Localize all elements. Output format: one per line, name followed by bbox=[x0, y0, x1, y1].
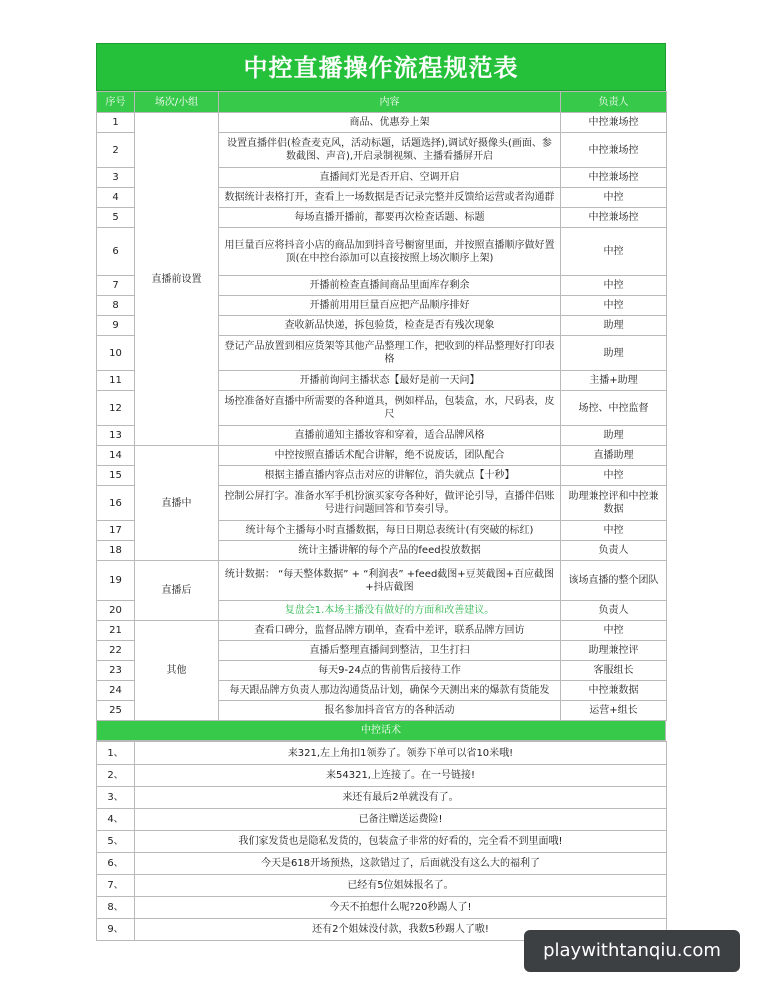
row-content: 每场直播开播前，都要再次检查话题、标题 bbox=[219, 208, 561, 228]
row-owner: 中控 bbox=[561, 188, 667, 208]
row-owner: 助理兼控评和中控兼数据 bbox=[561, 486, 667, 521]
row-number: 21 bbox=[97, 621, 135, 641]
row-number: 4 bbox=[97, 188, 135, 208]
row-owner: 中控兼场控 bbox=[561, 133, 667, 168]
table-row bbox=[97, 621, 667, 641]
row-number: 17 bbox=[97, 521, 135, 541]
table-row bbox=[97, 561, 667, 601]
row-number: 12 bbox=[97, 391, 135, 426]
row-content: 根据主播直播内容点击对应的讲解位，消失就点【十秒】 bbox=[219, 466, 561, 486]
header-no: 序号 bbox=[97, 92, 135, 113]
script-row bbox=[97, 787, 667, 809]
script-text: 已备注赠送运费险! bbox=[135, 809, 667, 831]
row-content: 查收新品快递，拆包验货，检查是否有残次现象 bbox=[219, 316, 561, 336]
script-row bbox=[97, 831, 667, 853]
row-content: 商品、优惠券上架 bbox=[219, 113, 561, 133]
row-content: 开播前用用巨量百应把产品顺序排好 bbox=[219, 296, 561, 316]
row-content: 中控按照直播话术配合讲解，绝不说废话，团队配合 bbox=[219, 446, 561, 466]
sheet-title: 中控直播操作流程规范表 bbox=[96, 43, 666, 91]
row-owner: 中控兼场控 bbox=[561, 208, 667, 228]
scripts-section-title: 中控话术 bbox=[96, 721, 666, 741]
row-owner: 直播助理 bbox=[561, 446, 667, 466]
row-owner: 助理兼控评 bbox=[561, 641, 667, 661]
script-row bbox=[97, 853, 667, 875]
row-content: 统计每个主播每小时直播数据，每日日期总表统计(有突破的标红) bbox=[219, 521, 561, 541]
row-owner: 助理 bbox=[561, 336, 667, 371]
row-content: 开播前检查直播间商品里面库存剩余 bbox=[219, 276, 561, 296]
row-number: 22 bbox=[97, 641, 135, 661]
script-number: 3、 bbox=[97, 787, 135, 809]
row-owner: 中控兼场控 bbox=[561, 113, 667, 133]
row-content: 直播间灯光是否开启、空调开启 bbox=[219, 168, 561, 188]
script-text: 今天是618开场预热，这款错过了，后面就没有这么大的福利了 bbox=[135, 853, 667, 875]
row-content: 数据统计表格打开，查看上一场数据是否记录完整并反馈给运营或者沟通群 bbox=[219, 188, 561, 208]
row-number: 10 bbox=[97, 336, 135, 371]
group-label: 直播后 bbox=[135, 561, 219, 621]
row-number: 14 bbox=[97, 446, 135, 466]
script-text: 我们家发货也是隐私发货的，包装盒子非常的好看的，完全看不到里面哦! bbox=[135, 831, 667, 853]
header-content: 内容 bbox=[219, 92, 561, 113]
row-content: 复盘会1.本场主播没有做好的方面和改善建议。 bbox=[219, 601, 561, 621]
row-content: 直播前通知主播妆容和穿着，适合品牌风格 bbox=[219, 426, 561, 446]
row-number: 25 bbox=[97, 701, 135, 721]
row-number: 15 bbox=[97, 466, 135, 486]
row-owner: 负责人 bbox=[561, 541, 667, 561]
row-content: 控制公屏打字。准备水军手机扮演买家夸各种好，做评论引导，直播伴侣账号进行问题回答和节奏引导。 bbox=[219, 486, 561, 521]
group-label: 直播前设置 bbox=[135, 113, 219, 446]
script-row bbox=[97, 875, 667, 897]
script-row bbox=[97, 897, 667, 919]
process-sheet bbox=[96, 43, 666, 941]
row-content: 登记产品放置到相应货架等其他产品整理工作，把收到的样品整理好打印表格 bbox=[219, 336, 561, 371]
row-number: 13 bbox=[97, 426, 135, 446]
group-label: 直播中 bbox=[135, 446, 219, 561]
script-text: 还有2个姐妹没付款，我数5秒踢人了嗷! bbox=[135, 919, 667, 941]
script-text: 来54321,上连接了。在一号链接! bbox=[135, 765, 667, 787]
row-number: 5 bbox=[97, 208, 135, 228]
script-number: 5、 bbox=[97, 831, 135, 853]
script-number: 8、 bbox=[97, 897, 135, 919]
row-owner: 中控 bbox=[561, 296, 667, 316]
row-owner: 中控 bbox=[561, 276, 667, 296]
table-row bbox=[97, 446, 667, 466]
script-number: 9、 bbox=[97, 919, 135, 941]
script-number: 2、 bbox=[97, 765, 135, 787]
header-group: 场次/小组 bbox=[135, 92, 219, 113]
row-owner: 中控 bbox=[561, 466, 667, 486]
row-content: 统计主播讲解的每个产品的feed投放数据 bbox=[219, 541, 561, 561]
script-number: 1、 bbox=[97, 742, 135, 765]
script-number: 4、 bbox=[97, 809, 135, 831]
row-owner: 中控兼场控 bbox=[561, 168, 667, 188]
row-content: 每天跟品牌方负责人那边沟通货品计划，确保今天测出来的爆款有货能发 bbox=[219, 681, 561, 701]
row-owner: 负责人 bbox=[561, 601, 667, 621]
process-table bbox=[96, 91, 667, 721]
script-text: 来还有最后2单就没有了。 bbox=[135, 787, 667, 809]
row-content: 查看口碑分，监督品牌方刷单，查看中差评，联系品牌方回访 bbox=[219, 621, 561, 641]
script-row bbox=[97, 809, 667, 831]
row-number: 23 bbox=[97, 661, 135, 681]
row-owner: 中控 bbox=[561, 621, 667, 641]
row-number: 1 bbox=[97, 113, 135, 133]
row-content: 设置直播伴侣(检查麦克风，活动标题，话题选择),调试好摄像头(画面、参数截图、声音),开启录制视频、主播看播屏开启 bbox=[219, 133, 561, 168]
scripts-body bbox=[97, 742, 667, 941]
row-content: 用巨量百应将抖音小店的商品加到抖音号橱窗里面，并按照直播顺序做好置顶(在中控台添加可以直接按照上场次顺序上架) bbox=[219, 228, 561, 276]
row-owner: 客服组长 bbox=[561, 661, 667, 681]
row-owner: 运营+组长 bbox=[561, 701, 667, 721]
script-text: 来321,左上角扣1领券了。领券下单可以省10米哦! bbox=[135, 742, 667, 765]
row-number: 7 bbox=[97, 276, 135, 296]
row-number: 8 bbox=[97, 296, 135, 316]
row-number: 2 bbox=[97, 133, 135, 168]
row-number: 20 bbox=[97, 601, 135, 621]
row-number: 24 bbox=[97, 681, 135, 701]
row-content: 报名参加抖音官方的各种活动 bbox=[219, 701, 561, 721]
site-watermark: playwithtanqiu.com bbox=[524, 930, 740, 972]
script-text: 已经有5位姐妹报名了。 bbox=[135, 875, 667, 897]
row-owner: 主播+助理 bbox=[561, 371, 667, 391]
row-owner: 该场直播的整个团队 bbox=[561, 561, 667, 601]
row-owner: 中控 bbox=[561, 228, 667, 276]
row-content: 每天9-24点的售前售后接待工作 bbox=[219, 661, 561, 681]
row-number: 3 bbox=[97, 168, 135, 188]
row-content: 直播后整理直播间到整洁，卫生打扫 bbox=[219, 641, 561, 661]
row-content: 场控准备好直播中所需要的各种道具，例如样品，包装盒，水，尺码表，皮尺 bbox=[219, 391, 561, 426]
row-owner: 中控 bbox=[561, 521, 667, 541]
scripts-table bbox=[96, 741, 667, 941]
group-label: 其他 bbox=[135, 621, 219, 721]
row-owner: 场控、中控监督 bbox=[561, 391, 667, 426]
table-row bbox=[97, 113, 667, 133]
table-header-row bbox=[97, 92, 667, 113]
row-owner: 中控兼数据 bbox=[561, 681, 667, 701]
row-number: 18 bbox=[97, 541, 135, 561]
script-row bbox=[97, 765, 667, 787]
row-owner: 助理 bbox=[561, 426, 667, 446]
row-number: 19 bbox=[97, 561, 135, 601]
row-owner: 助理 bbox=[561, 316, 667, 336]
script-text: 今天不拍想什么呢?20秒踢人了! bbox=[135, 897, 667, 919]
row-number: 9 bbox=[97, 316, 135, 336]
script-number: 7、 bbox=[97, 875, 135, 897]
row-content: 统计数据： “每天整体数据” + “利润表” +feed截图+豆荚截图+百应截图+抖店截图 bbox=[219, 561, 561, 601]
row-number: 11 bbox=[97, 371, 135, 391]
header-owner: 负责人 bbox=[561, 92, 667, 113]
process-body bbox=[97, 113, 667, 721]
row-number: 16 bbox=[97, 486, 135, 521]
script-row bbox=[97, 742, 667, 765]
row-content: 开播前询问主播状态【最好是前一天问】 bbox=[219, 371, 561, 391]
script-number: 6、 bbox=[97, 853, 135, 875]
row-number: 6 bbox=[97, 228, 135, 276]
